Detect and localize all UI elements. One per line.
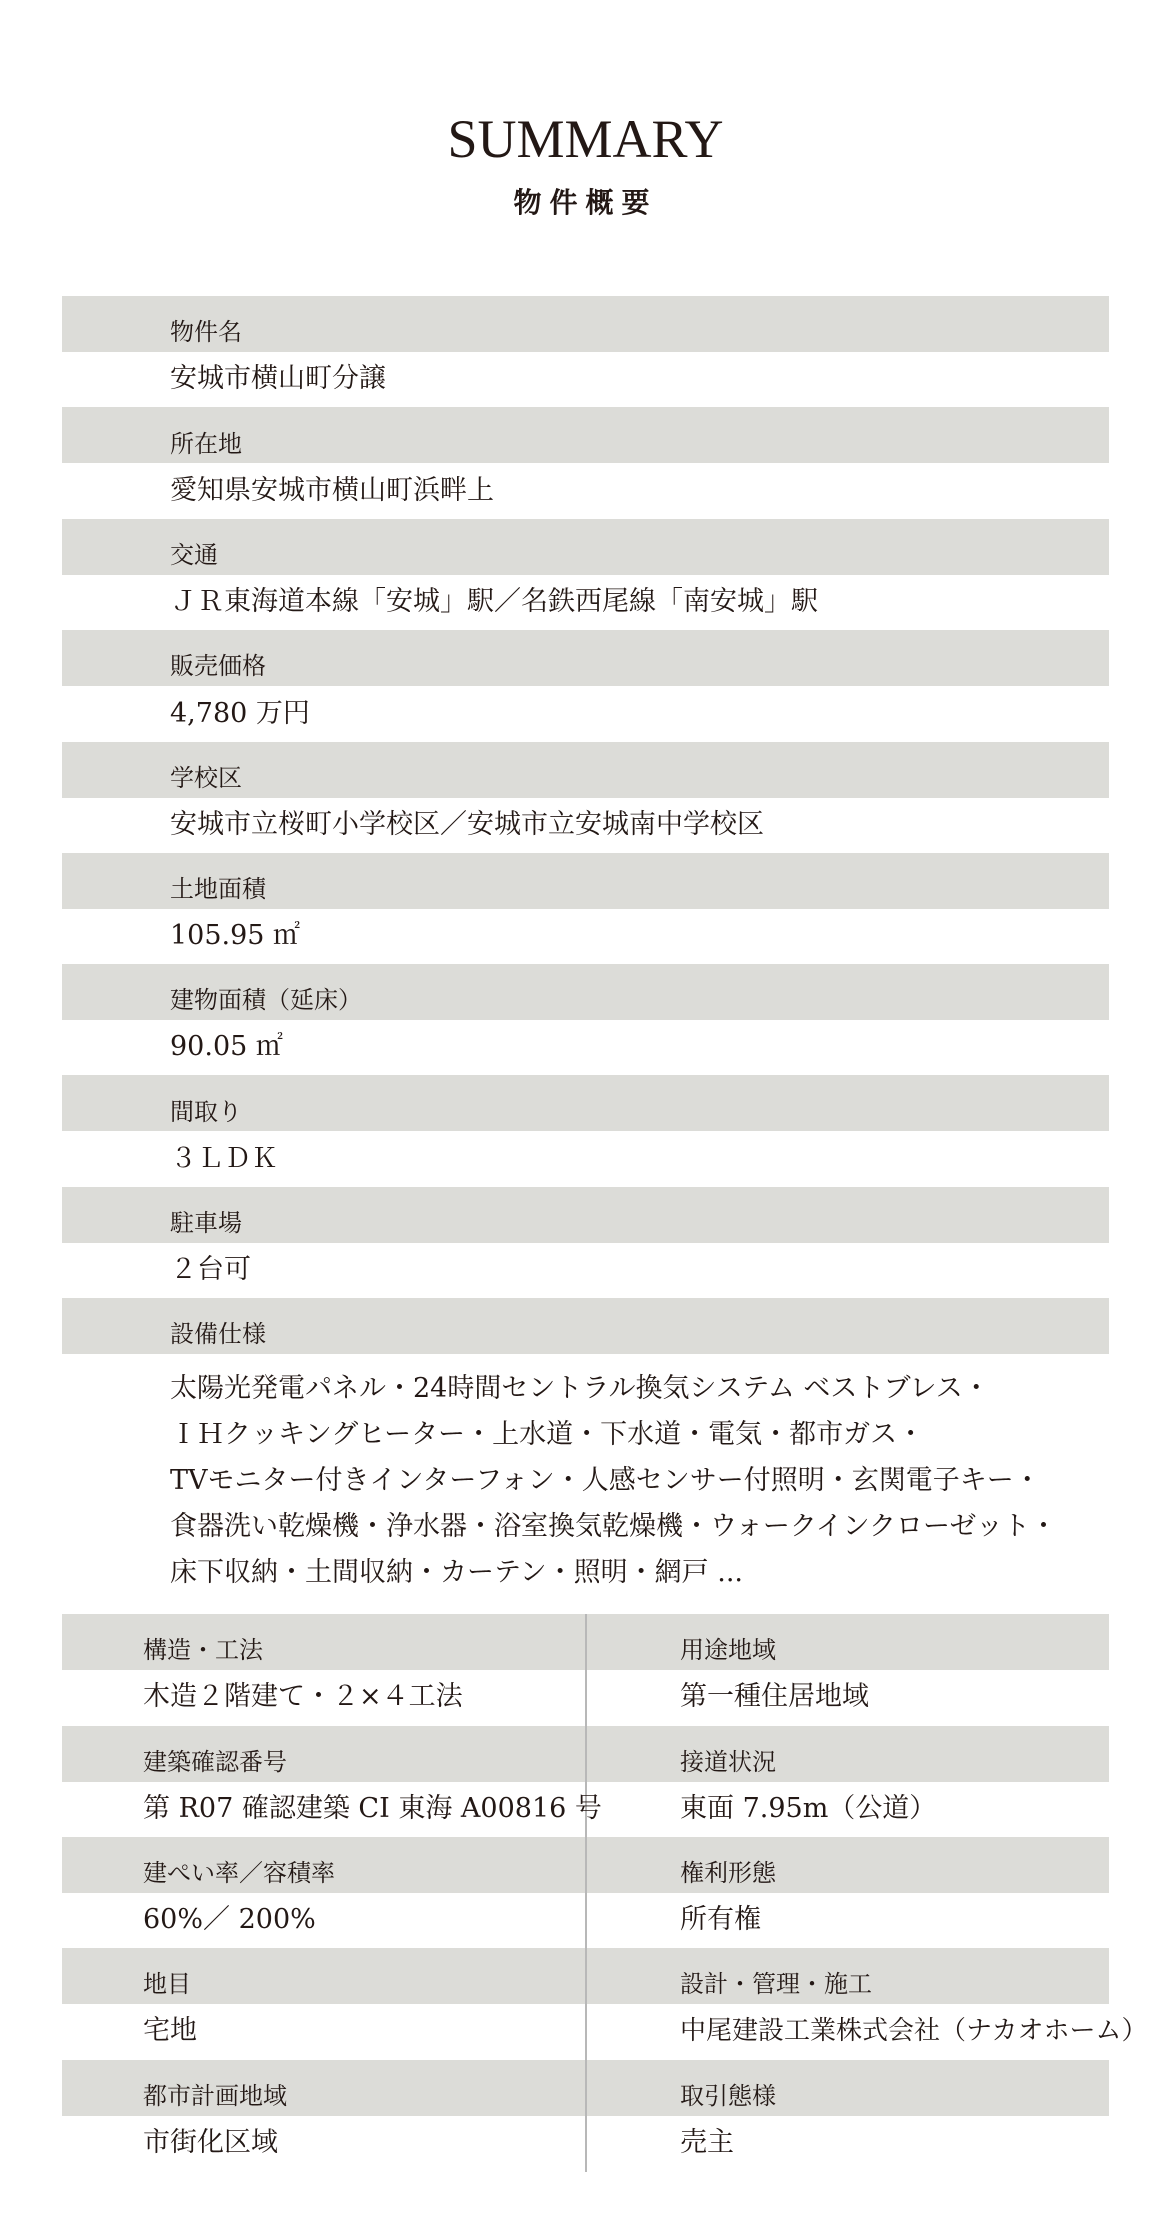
label-ownership: 権利形態 <box>680 1859 776 1887</box>
value-city-planning: 市街化区域 <box>143 2127 278 2158</box>
label-bar-transport <box>62 519 1109 575</box>
value-confirmation-number: 第 R07 確認建築 CI 東海 A00816 号 <box>143 1793 602 1824</box>
label-layout: 間取り <box>170 1098 242 1126</box>
value-land-category: 宅地 <box>143 2015 197 2046</box>
value-building-area: 90.05 ㎡ <box>170 1031 283 1062</box>
label-land-category: 地目 <box>143 1970 191 1998</box>
label-equipment: 設備仕様 <box>170 1320 266 1348</box>
label-property-name: 物件名 <box>170 318 242 346</box>
value-parking: ２台可 <box>170 1254 251 1285</box>
value-school: 安城市立桜町小学校区／安城市立安城南中学校区 <box>170 809 764 840</box>
column-divider <box>585 1614 587 2172</box>
equipment-line: TVモニター付きインターフォン・人感センサー付照明・玄関電子キー・ <box>170 1465 1041 1496</box>
label-structure: 構造・工法 <box>143 1636 263 1664</box>
value-transaction-type: 売主 <box>680 2127 734 2158</box>
page-title: SUMMARY <box>447 109 724 169</box>
value-property-name: 安城市横山町分譲 <box>170 363 386 394</box>
equipment-line: 床下収納・土間収納・カーテン・照明・網戸 ... <box>170 1557 743 1588</box>
label-location: 所在地 <box>170 430 242 458</box>
value-road-access: 東面 7.95m（公道） <box>680 1793 937 1824</box>
value-price: 4,780 万円 <box>170 698 310 729</box>
equipment-line: ＩＨクッキングヒーター・上水道・下水道・電気・都市ガス・ <box>170 1419 925 1450</box>
label-city-planning: 都市計画地域 <box>143 2082 287 2110</box>
label-building-area: 建物面積（延床） <box>170 986 362 1014</box>
value-location: 愛知県安城市横山町浜畔上 <box>170 475 494 506</box>
label-parking: 駐車場 <box>170 1209 242 1237</box>
value-transport: ＪＲ東海道本線「安城」駅／名鉄西尾線「南安城」駅 <box>170 586 818 617</box>
value-builder: 中尾建設工業株式会社（ナカオホーム） <box>680 2016 1148 2046</box>
label-builder: 設計・管理・施工 <box>680 1970 872 1998</box>
label-transport: 交通 <box>170 541 218 569</box>
equipment-line: 太陽光発電パネル・24時間セントラル換気システム ベストブレス・ <box>170 1373 990 1404</box>
label-school: 学校区 <box>170 764 242 792</box>
page-subtitle: 物件概要 <box>513 186 658 219</box>
label-price: 販売価格 <box>170 652 266 680</box>
label-road-access: 接道状況 <box>680 1748 776 1776</box>
label-coverage-ratio: 建ぺい率／容積率 <box>143 1859 335 1887</box>
label-transaction-type: 取引態様 <box>680 2082 776 2110</box>
value-land-area: 105.95 ㎡ <box>170 920 301 951</box>
value-coverage-ratio: 60%／ 200% <box>143 1904 316 1935</box>
value-zoning: 第一種住居地域 <box>680 1681 869 1712</box>
label-zoning: 用途地域 <box>680 1636 776 1664</box>
value-ownership: 所有権 <box>680 1904 761 1935</box>
equipment-line: 食器洗い乾燥機・浄水器・浴室換気乾燥機・ウォークインクローゼット・ <box>170 1511 1057 1542</box>
value-layout: ３ＬＤＫ <box>170 1143 278 1174</box>
label-confirmation-number: 建築確認番号 <box>143 1748 287 1776</box>
label-land-area: 土地面積 <box>170 875 266 903</box>
value-structure: 木造２階建て・２×４工法 <box>143 1681 463 1712</box>
